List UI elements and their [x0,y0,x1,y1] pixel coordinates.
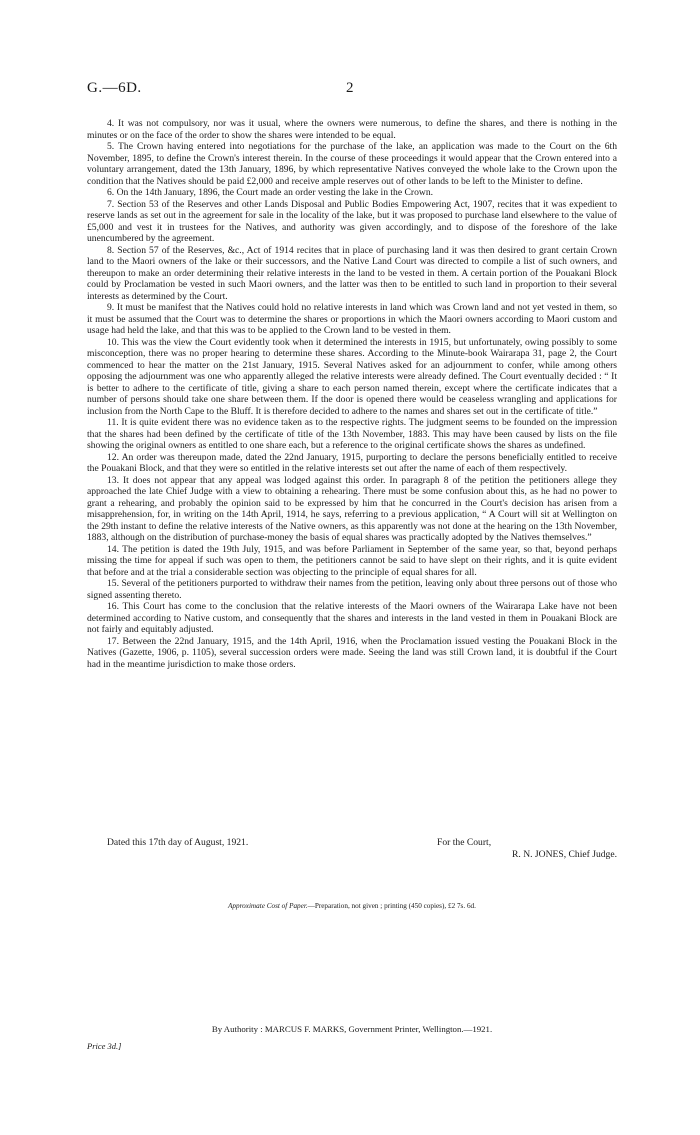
cost-note-text: —Preparation, not given ; printing (450 copies), £2 7s. 6d. [307,902,476,910]
court-signature [437,837,617,860]
cost-note-label: Approximate Cost of Paper. [228,902,308,910]
document-reference: G.—6D. [87,80,142,96]
signature-block [87,837,617,860]
paragraph-10: 10. This was the view the Court evidently took when it determined the interests in 1915, but unfortunately, owing possibly to some misconception, there was no proper hearing to determine these shares. According to the Minute-book Wairarapa 31, page 2, the Court commenced to hear the matter on the 21st January, 1915. Several Natives asked for an adjournment to confer, while among others opposing the adjournment was one who apparently alleged the relative interests were already defined. The Court eventually decided : “ It is better to adhere to the certificate of title, giving a share to each person named therein, except where the certificate indicates that a number of persons should take one share between them. If the door is opened there would be ceaseless wrangling and applications for inclusion from the North Cape to the Bluff. It is therefore decided to adhere to the names and shares set out in the certificate of title.” [87,336,617,417]
paragraph-4: 4. It was not compulsory, nor was it usual, where the owners were numerous, to define the shares, and there is nothing in the minutes or on the face of the order to show the shares were intended to be equal. [87,118,617,141]
paragraph-15: 15. Several of the petitioners purported to withdraw their names from the petition, leaving only about three persons out of those who signed assenting thereto. [87,578,617,601]
paragraph-7: 7. Section 53 of the Reserves and other Lands Disposal and Public Bodies Empowering Act, 1907, recites that it was expedient to reserve lands as set out in the agreement for sale in the locality of the lake, but it was proposed to purchase land elsewhere to the value of £5,000 and vest it in trustees for the Natives, and authority was given accordingly, and to dispose of the foreshore of the lake unencumbered by the agreement. [87,198,617,244]
printer-imprint: By Authority : MARCUS F. MARKS, Government Printer, Wellington.—1921. [211,1024,493,1034]
paragraph-12: 12. An order was thereupon made, dated the 22nd January, 1915, purporting to declare the persons beneficially entitled to receive the Pouakani Block, and that they were so entitled in the relative interests set out after the name of each of them respectively. [87,451,617,474]
paragraph-9: 9. It must be manifest that the Natives could hold no relative interests in land which was Crown land and not yet vested in them, so it must be assumed that the Court was to determine the shares or proportions in which the Maori owners according to Maori custom and usage had held the lake, and that this was to be applied to the Crown land to be vested in them. [87,302,617,336]
report-body [87,118,617,670]
signer-name: R. N. JONES, Chief Judge. [512,848,617,860]
cost-note [87,902,617,910]
price-label: Price 3d.] [87,1041,122,1051]
paragraph-11: 11. It is quite evident there was no evidence taken as to the respective rights. The judgment seems to be founded on the impression that the shares had been defined by the certificate of title of the 13th November, 1883. This may have been caused by lists on the file showing the original owners as entitled to one share each, but a reference to the original certificate shows the shares as undefined. [87,417,617,451]
dated-line: Dated this 17th day of August, 1921. [107,837,249,848]
paragraph-16: 16. This Court has come to the conclusion that the relative interests of the Maori owners of the Wairarapa Lake have not been determined according to Native custom, and consequently that the shares and interests in the land vested in them in Pouakani Block are not fairly and equitably adjusted. [87,601,617,635]
paragraph-5: 5. The Crown having entered into negotiations for the purchase of the lake, an application was made to the Court on the 6th November, 1895, to define the Crown's interest therein. In the course of these proceedings it would appear that the Crown entered into a voluntary arrangement, dated the 13th January, 1896, by which representative Natives conveyed the whole lake to the Crown upon the condition that the Natives should be paid £2,000 and receive ample reserves out of other lands to be left to the Minister to define. [87,141,617,187]
page-number: 2 [346,80,354,96]
paragraph-17: 17. Between the 22nd January, 1915, and the 14th April, 1916, when the Proclamation issued vesting the Pouakani Block in the Natives (Gazette, 1906, p. 1105), several succession orders were made. Seeing the land was still Crown land, it is doubtful if the Court had in the meantime jurisdiction to make those orders. [87,635,617,670]
paragraph-14: 14. The petition is dated the 19th July, 1915, and was before Parliament in September of the same year, so that, beyond perhaps missing the time for appeal if such was open to them, the petitioners cannot be said to have slept on their rights, and it is quite evident that before and at the trial a considerable section was objecting to the principle of equal shares for all. [87,543,617,578]
paragraph-6: 6. On the 14th January, 1896, the Court made an order vesting the lake in the Crown. [107,187,434,198]
paragraph-13: 13. It does not appear that any appeal was lodged against this order. In paragraph 8 of the petition the petitioners allege they approached the late Chief Judge with a view to obtaining a rehearing. There must be some confusion about this, as he had no power to grant a rehearing, and probably the opinion said to be expressed by him that he concurred in the Court's decision has arisen from a misapprehension, for, in writing on the 14th April, 1914, he says, referring to a previous application, “ A Court will sit at Wellington on the 29th instant to define the relative interests of the Native owners, as this apparently was not done at the hearing on the 13th November, 1883, although on the distribution of purchase-money the basis of equal shares was practically adopted by the Natives themselves.” [87,474,617,543]
paragraph-8: 8. Section 57 of the Reserves, &c., Act of 1914 recites that in place of purchasing land it was then desired to grant certain Crown land to the Maori owners of the lake or their successors, and the Native Land Court was directed to compile a list of such owners, and thereupon to make an order determining their relative interests in the land to be vested in them. A certain portion of the Pouakani Block could by Proclamation be vested in such Maori owners, and the latter was then to be entitled to such land in proportion to their several interests as determined by the Court. [87,244,617,302]
for-court-line: For the Court, [437,837,492,848]
